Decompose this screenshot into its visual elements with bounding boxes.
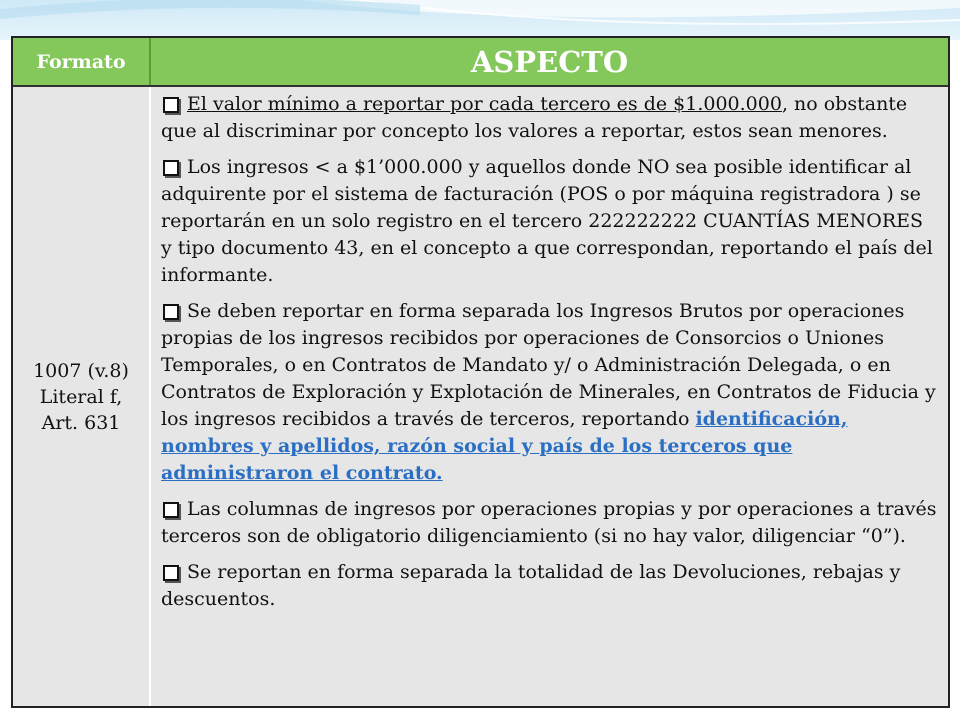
slide-background-top xyxy=(0,0,960,40)
bullet-1-text: , no obstante que al discriminar por concepto los valores a reportar, estos sean menores. xyxy=(161,93,908,142)
bullet-4-text: Las columnas de ingresos por operaciones propias y por operaciones a través terceros son de obligatorio diligenciamiento (si no hay valor, diligenciar “0”). xyxy=(161,498,937,547)
header-aspect: ASPECTO xyxy=(470,44,629,79)
bullet-item-3 xyxy=(161,298,938,487)
checkbox-bullet-icon xyxy=(163,502,179,518)
checkbox-bullet-icon xyxy=(163,565,179,581)
content-table xyxy=(11,36,950,708)
bullet-item-1 xyxy=(161,91,938,145)
format-cell xyxy=(13,87,151,706)
table-header-row xyxy=(13,38,948,87)
bullet-2-text: Los ingresos < a $1’000.000 y aquellos donde NO sea posible identificar al adquirente por el sistema de facturación (POS o por máquina registradora ) se reportarán en un solo registro en el tercero 222222222 CUANTÍAS MENORES y tipo documento 43, en el concepto a que correspondan, reportando el país del informante. xyxy=(161,156,933,286)
format-line-1: 1007 (v.8) xyxy=(33,359,129,382)
checkbox-bullet-icon xyxy=(163,160,179,176)
bullet-3-link[interactable]: identificación, nombres y apellidos, razón social y país de los terceros que administraron el contrato. xyxy=(161,408,848,484)
checkbox-bullet-icon xyxy=(163,97,179,113)
checkbox-bullet-icon xyxy=(163,304,179,320)
bullet-1-underlined: El valor mínimo a reportar por cada tercero es de $1.000.000 xyxy=(187,93,782,115)
bullet-item-4 xyxy=(161,496,938,550)
format-line-3: Art. 631 xyxy=(41,411,121,434)
bullet-3-text: Se deben reportar en forma separada los Ingresos Brutos por operaciones propias de los ingresos recibidos por operaciones de Consorcios o Uniones Temporales, o en Contratos de Mandato y/ o Administración Delegada, o en Contratos de Exploración y Explotación de Minerales, en Contratos de Fiducia y los ingresos recibidos a través de terceros, reportando xyxy=(161,300,936,430)
bullet-5-text: Se reportan en forma separada la totalidad de las Devoluciones, rebajas y descuentos. xyxy=(161,561,901,610)
format-line-2: Literal f, xyxy=(39,385,123,408)
bullet-item-2 xyxy=(161,154,938,289)
bullet-item-5 xyxy=(161,559,938,613)
decorative-swoosh xyxy=(0,0,960,40)
aspect-cell xyxy=(153,87,948,706)
header-format: Formato xyxy=(13,38,151,85)
